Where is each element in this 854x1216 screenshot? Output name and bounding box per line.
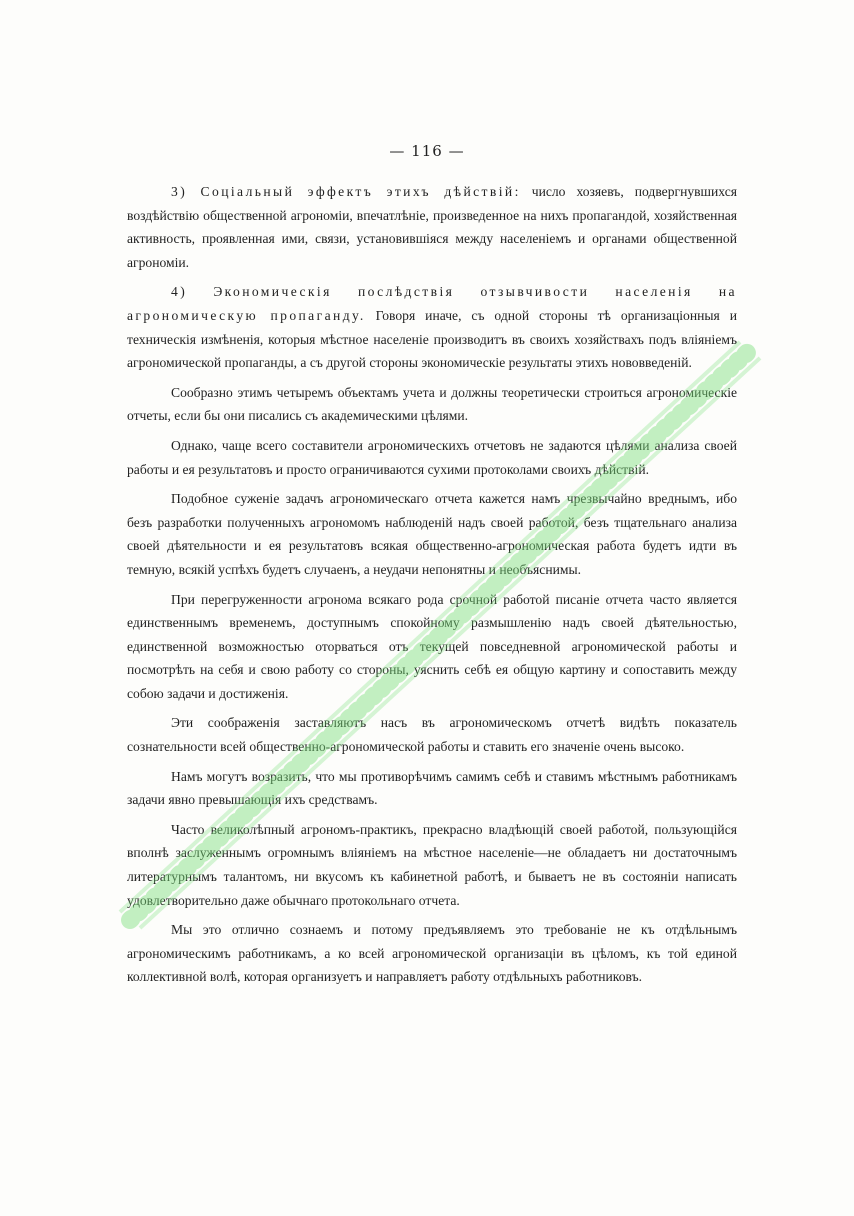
paragraph-lead: 3) Соціальный эффектъ этихъ дѣйствій:: [171, 184, 521, 199]
paragraph-text: Эти соображенія заставляютъ насъ въ агрономическомъ отчетѣ видѣть показатель сознательности всей общественно-агрономической работы и ставить его значеніе очень высоко.: [127, 715, 737, 755]
paragraph-10: [127, 918, 737, 989]
paragraph-8: [127, 765, 737, 812]
paragraph-2: [127, 280, 737, 374]
paragraph-text: Однако, чаще всего составители агрономическихъ отчетовъ не задаются цѣлями анализа своей работы и ея результатовъ и просто ограничиваются сухими протоколами своихъ дѣйствій.: [127, 437, 737, 477]
paragraph-text: Мы это отлично сознаемъ и потому предъявляемъ это требованіе не къ отдѣльнымъ агрономическимъ работникамъ, а ко всей агрономической организаціи въ цѣломъ, къ той единой коллективной волѣ, которая организуетъ и направляетъ работу отдѣльныхъ работниковъ.: [127, 922, 737, 985]
body-text: [127, 180, 737, 995]
paragraph-text: Сообразно этимъ четыремъ объектамъ учета и должны теоретически строиться агрономическіе отчеты, если бы они писались съ академическими цѣлями.: [127, 384, 737, 424]
paragraph-6: [127, 588, 737, 706]
paragraph-1: [127, 180, 737, 274]
paragraph-4: [127, 434, 737, 481]
paragraph-text: При перегруженности агронома всякаго рода срочной работой писаніе отчета часто является единственнымъ временемъ, доступнымъ спокойному размышленію надъ своей дѣятельностью, единственной возможностью оторваться отъ текущей повседневной агрономической работы и посмотрѣть на себя и свою работу со стороны, уяснить себѣ ея общую картину и сопоставить между собою задачи и достиженія.: [127, 591, 737, 701]
paragraph-text: Говоря иначе, съ одной стороны тѣ организаціонныя и техническія измѣненія, которыя мѣстное населеніе производитъ въ своихъ хозяйствахъ подъ вліяніемъ агрономической пропаганды, а съ другой стороны экономическіе результаты этихъ нововведеній.: [127, 307, 737, 371]
paragraph-text: число хозяевъ, подвергнувшихся воздѣйствію общественной агрономіи, впечатлѣніе, произведенное на нихъ пропагандой, хозяйственная активность, проявленная ими, связи, установившіяся между населеніемъ и органами общественной агрономіи.: [127, 184, 737, 270]
paragraph-lead: 4) Экономическія послѣдствія отзывчивости населенія на агрономическую пропаганду.: [127, 284, 737, 323]
paragraph-7: [127, 711, 737, 758]
paragraph-5: [127, 487, 737, 581]
page-number: — 116 —: [389, 142, 465, 160]
paragraph-9: [127, 818, 737, 912]
paragraph-text: Часто великолѣпный агрономъ-практикъ, прекрасно владѣющій своей работой, пользующійся вполнѣ заслуженнымъ огромнымъ вліяніемъ на мѣстное населеніе—не обладаетъ ни достаточнымъ литературнымъ талантомъ, ни вкусомъ къ кабинетной работѣ, и бываетъ не въ состояніи написать удовлетворительно даже обычнаго протокольнаго отчета.: [127, 821, 737, 908]
paragraph-text: Подобное суженіе задачъ агрономическаго отчета кажется намъ чрезвычайно вреднымъ, ибо безъ разработки полученныхъ агрономомъ наблюденій надъ своей работой, безъ тщательнаго анализа своей дѣятельности и ея результатовъ всякая общественно-агрономическая работа будетъ идти въ темную, всякій успѣхъ будетъ случаенъ, а неудачи непонятны и необъяснимы.: [127, 491, 737, 577]
paragraph-3: [127, 381, 737, 428]
paragraph-text: Намъ могутъ возразить, что мы противорѣчимъ самимъ себѣ и ставимъ мѣстнымъ работникамъ задачи явно превышающія ихъ средствамъ.: [127, 768, 737, 808]
